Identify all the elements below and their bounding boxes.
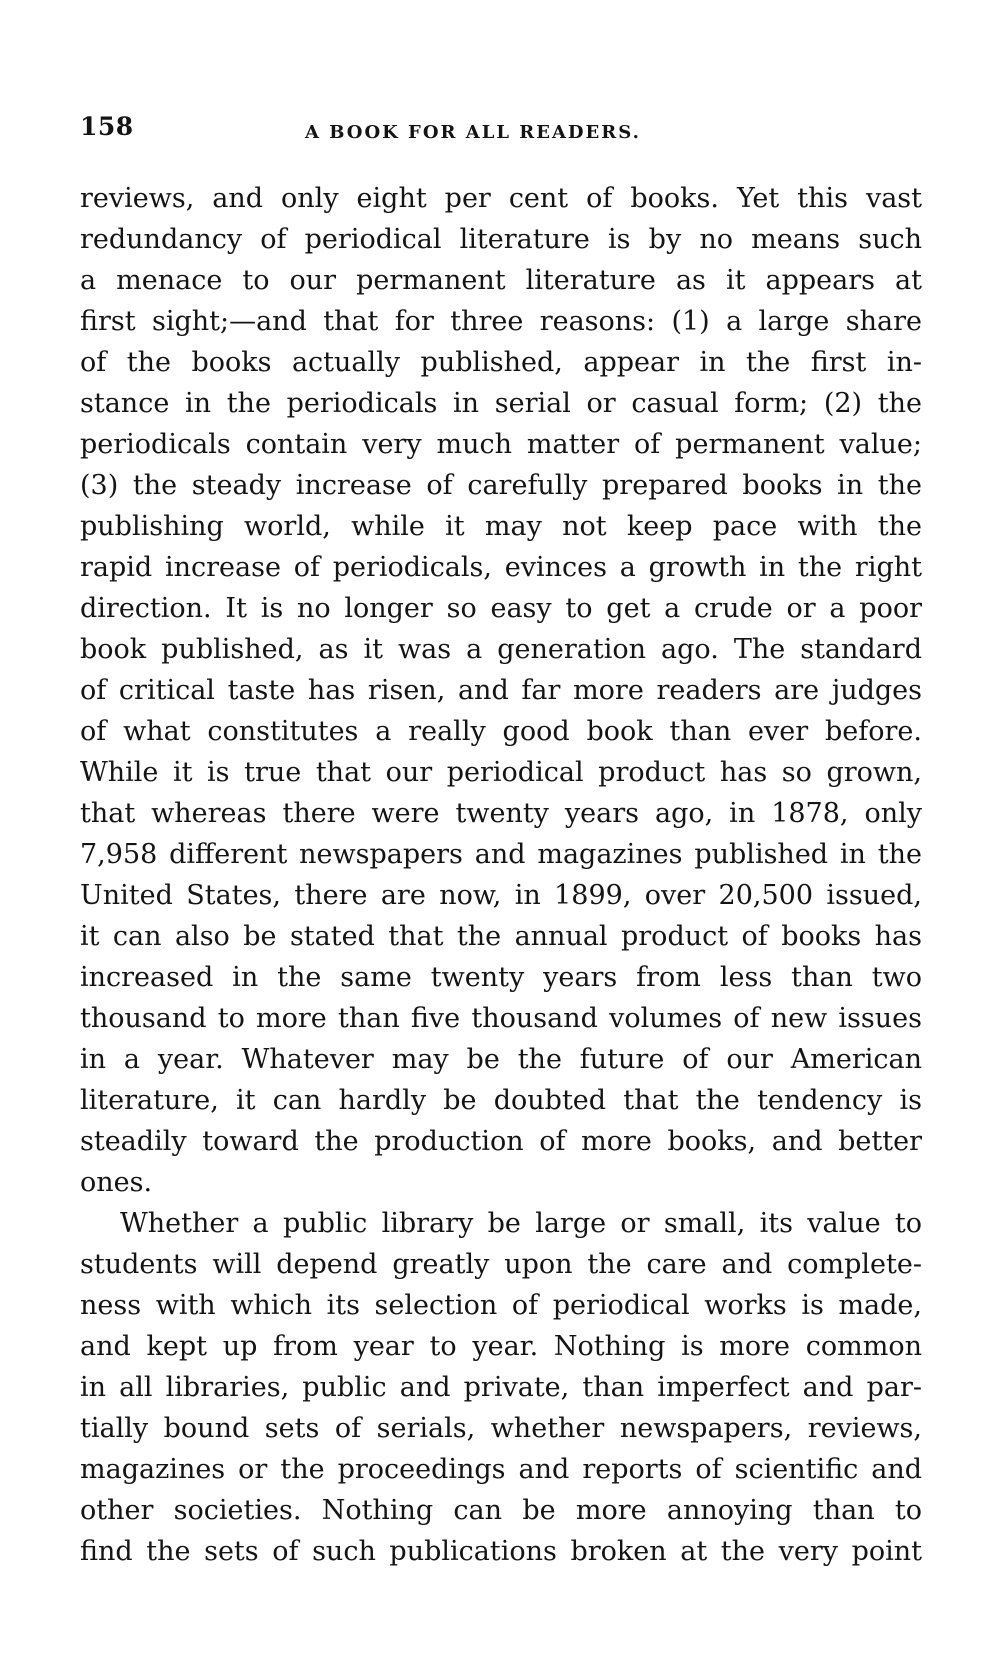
text-line: students will depend greatly upon the care and complete- — [80, 1249, 922, 1280]
text-line: that whereas there were twenty years ago, in 1878, only — [80, 798, 922, 829]
page-number: 158 — [80, 112, 134, 141]
text-line: 7,958 different newspapers and magazines published in the — [80, 839, 922, 870]
text-line: ones. — [80, 1167, 153, 1198]
text-line: ness with which its selection of periodical works is made, — [80, 1290, 922, 1321]
text-line: increased in the same twenty years from less than two — [80, 962, 922, 993]
text-line: a menace to our permanent literature as it appears at — [80, 265, 922, 296]
running-head: A BOOK FOR ALL READERS. — [305, 122, 641, 143]
text-line: stance in the periodicals in serial or casual form; (2) the — [80, 388, 922, 419]
text-line: find the sets of such publications broken at the very point — [80, 1536, 922, 1567]
page-header — [80, 112, 920, 152]
text-line: of what constitutes a really good book than ever before. — [80, 716, 922, 747]
paragraph — [80, 1203, 922, 1572]
text-line: book published, as it was a generation ago. The standard — [80, 634, 922, 665]
text-line: Whether a public library be large or small, its value to — [120, 1208, 922, 1239]
text-line: of the books actually published, appear in the first in- — [80, 347, 922, 378]
body-text — [80, 178, 922, 1572]
text-line: steadily toward the production of more books, and better — [80, 1126, 922, 1157]
text-line: in all libraries, public and private, than imperfect and par- — [80, 1372, 922, 1403]
text-line: tially bound sets of serials, whether newspapers, reviews, — [80, 1413, 922, 1444]
text-line: other societies. Nothing can be more annoying than to — [80, 1495, 922, 1526]
text-line: rapid increase of periodicals, evinces a growth in the right — [80, 552, 922, 583]
text-line: and kept up from year to year. Nothing is more common — [80, 1331, 922, 1362]
text-line: magazines or the proceedings and reports of scientific and — [80, 1454, 922, 1485]
text-line: (3) the steady increase of carefully prepared books in the — [80, 470, 922, 501]
text-line: first sight;—and that for three reasons: (1) a large share — [80, 306, 922, 337]
text-line: reviews, and only eight per cent of books. Yet this vast — [80, 183, 922, 214]
paragraph — [80, 178, 922, 1203]
text-line: periodicals contain very much matter of permanent value; — [80, 429, 922, 460]
text-line: publishing world, while it may not keep pace with the — [80, 511, 922, 542]
text-line: direction. It is no longer so easy to get a crude or a poor — [80, 593, 922, 624]
text-line: thousand to more than five thousand volumes of new issues — [80, 1003, 922, 1034]
text-line: it can also be stated that the annual product of books has — [80, 921, 922, 952]
text-line: in a year. Whatever may be the future of our American — [80, 1044, 922, 1075]
text-line: redundancy of periodical literature is by no means such — [80, 224, 922, 255]
text-line: While it is true that our periodical product has so grown, — [80, 757, 922, 788]
text-line: of critical taste has risen, and far more readers are judges — [80, 675, 922, 706]
text-line: United States, there are now, in 1899, over 20,500 issued, — [80, 880, 922, 911]
text-line: literature, it can hardly be doubted that the tendency is — [80, 1085, 922, 1116]
